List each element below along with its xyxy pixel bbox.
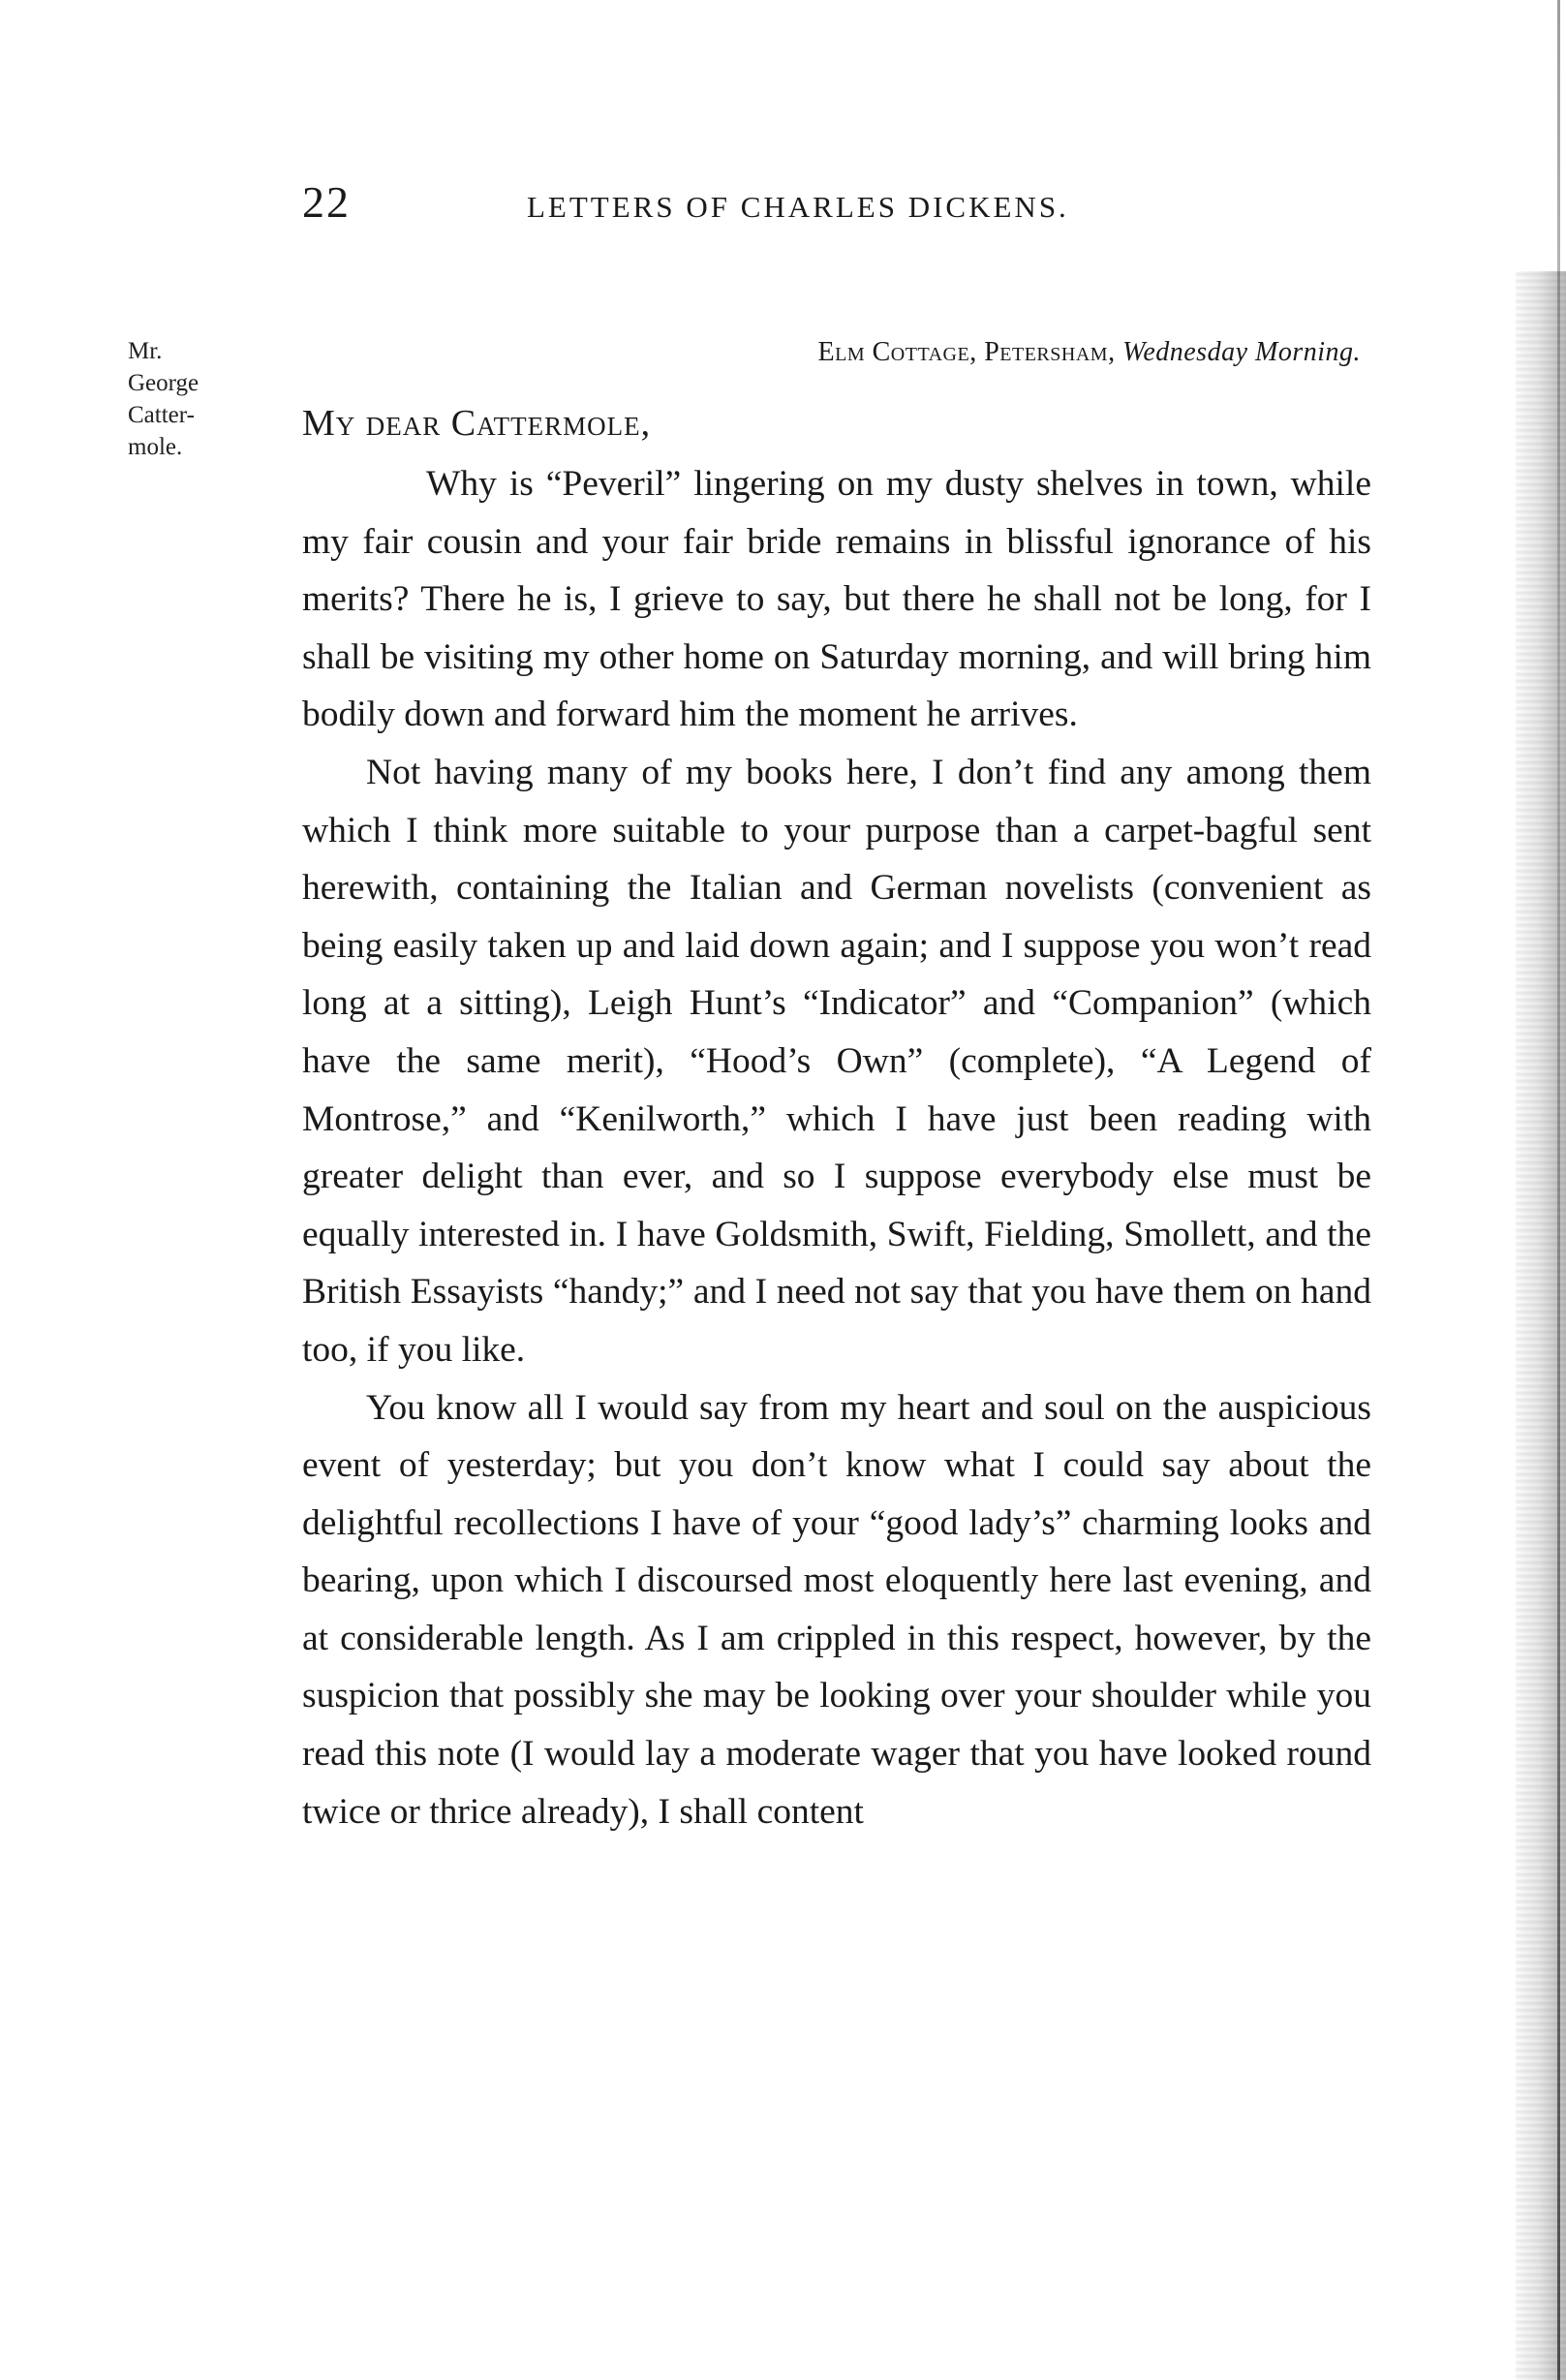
letter-salutation: My dear Cattermole, <box>302 403 652 444</box>
body-paragraph: Why is “Peveril” lingering on my dusty shelves in town, while my fair cousin and your fair bride remains in blissful ignorance of his merits? There he is, I grieve to say, but there he shall not be long, for I shall be visiting my other home on Saturday morning, and will bring him bodily down and forward him the moment he arrives. <box>302 464 1371 735</box>
sidenote-line: George <box>128 370 200 396</box>
sidenote-line: Mr. <box>128 338 163 364</box>
letter-dateline <box>818 337 1361 368</box>
dateline-separator: , <box>1108 337 1123 367</box>
sidenote-line: mole. <box>128 434 183 460</box>
sidenote-line: Catter- <box>128 402 195 428</box>
book-title: LETTERS OF CHARLES DICKENS. <box>527 190 1069 224</box>
page-edge-shadow <box>1516 271 1566 2380</box>
dateline-place-1: Elm Cottage <box>817 337 970 367</box>
dateline-place-2: Petersham <box>984 337 1109 367</box>
page-number: 22 <box>302 177 351 227</box>
letter-body <box>302 455 1371 1840</box>
margin-sidenote <box>128 335 263 463</box>
body-paragraph: You know all I would say from my heart and soul on the auspicious event of yesterday; but you don’t know what I could say about the delightful recollections I have of your “good lady’s” charming looks and bearing, upon which I discoursed most eloquently here last evening, and at considerable length. As I am crippled in this respect, however, by the suspicion that possibly she may be looking over your shoulder while you read this note (I would lay a moderate wager that you have looked round twice or thrice already), I shall content <box>302 1387 1371 1832</box>
dateline-separator: , <box>969 337 985 367</box>
dateline-time: Wednesday Morning. <box>1122 337 1361 367</box>
running-head <box>302 176 1367 234</box>
body-paragraph: Not having many of my books here, I don’t find any among them which I think more suitable to your purpose than a carpet-bagful sent herewith, containing the Italian and German novelists (convenient as being easily taken up and laid down again; and I suppose you won’t read long at a sitting), Leigh Hunt’s “Indicator” and “Companion” (which have the same merit), “Hood’s Own” (complete), “A Legend of Montrose,” and “Kenilworth,” which I have just been reading with greater delight than ever, and so I suppose everybody else must be equally interested in. I have Goldsmith, Swift, Fielding, Smollett, and the British Essayists “handy;” and I need not say that you have them on hand too, if you like. <box>302 752 1371 1370</box>
